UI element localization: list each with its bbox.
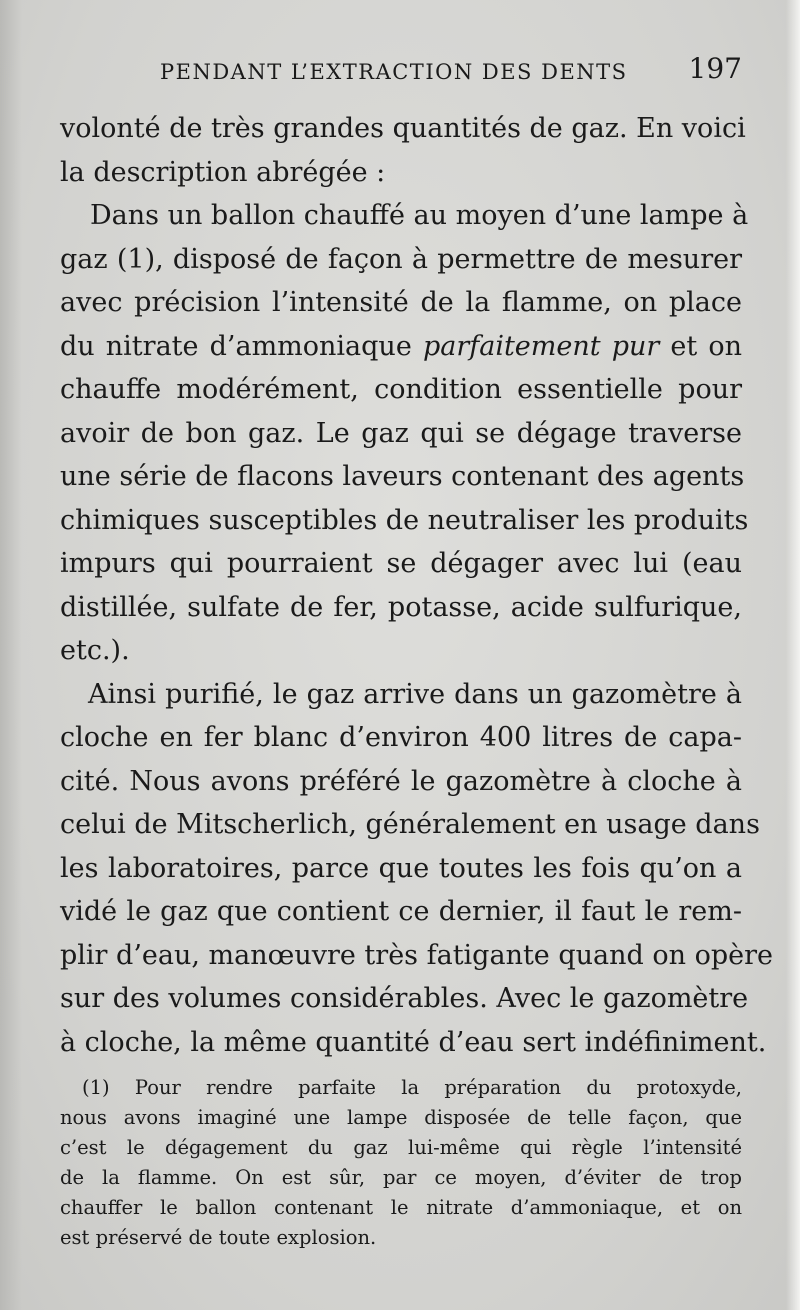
text-line: distillée, sulfate de fer, potasse, acide sulfurique,: [60, 591, 742, 623]
text-line: celui de Mitscherlich, généralement en usage dans: [60, 809, 760, 840]
text-line: les laboratoires, parce que toutes les fois qu’on a: [60, 852, 742, 884]
text-line: [60, 325, 742, 369]
text-line: chauffe modérément, condition essentielle pour: [60, 374, 742, 405]
footnote-line: de la flamme. On est sûr, par ce moyen, d’éviter de trop: [60, 1166, 742, 1189]
text-line: impurs qui pourraient se dégager avec lui (eau: [60, 548, 742, 579]
text-line: chimiques susceptibles de neutraliser les produits: [60, 504, 749, 536]
footnote-line: nous avons imaginé une lampe disposée de telle façon, que: [60, 1106, 742, 1129]
text-segment: et on: [670, 330, 743, 362]
text-line: une série de flacons laveurs contenant des agents: [60, 461, 745, 492]
text-line: sur des volumes considérables. Avec le gazomètre: [60, 983, 749, 1014]
text-line: gaz (1), disposé de façon à permettre de mesurer: [60, 243, 742, 275]
footnote-line: est préservé de toute explosion.: [60, 1226, 377, 1249]
text-line: à cloche, la même quantité d’eau sert indéfiniment.: [60, 1026, 767, 1058]
text-line: etc.).: [60, 635, 130, 666]
text-line: Ainsi purifié, le gaz arrive dans un gazomètre à: [88, 678, 742, 710]
text-line: cloche en fer blanc d’environ 400 litres de capa-: [60, 722, 742, 753]
text-line: vidé le gaz que contient ce dernier, il faut le rem-: [60, 896, 742, 927]
italic-emphasis: parfaitement pur: [422, 330, 660, 362]
footnote-line: chauffer le ballon contenant le nitrate d’ammoniaque, et on: [60, 1196, 742, 1219]
footnote-line: c’est le dégagement du gaz lui-même qui règle l’intensité: [60, 1136, 742, 1159]
page-gutter-shadow: [0, 0, 22, 1310]
text-line: avec précision l’intensité de la flamme, on place: [60, 287, 742, 318]
footnote: [60, 1073, 742, 1253]
running-head: PENDANT L’EXTRACTION DES DENTS: [160, 60, 628, 84]
text-segment: du nitrate d’ammoniaque: [60, 330, 412, 362]
body-text: [60, 107, 774, 1064]
text-line: volonté de très grandes quantités de gaz. En voici: [60, 113, 746, 144]
page-number: 197: [688, 52, 742, 85]
text-line: plir d’eau, manœuvre très fatigante quand on opère: [60, 939, 774, 971]
text-line: cité. Nous avons préféré le gazomètre à cloche à: [60, 765, 742, 797]
page-header: [60, 52, 742, 92]
text-line: Dans un ballon chauffé au moyen d’une lampe à: [90, 200, 749, 231]
page-edge-highlight: [786, 0, 800, 1310]
text-line: la description abrégée :: [60, 156, 386, 188]
footnote-line: (1) Pour rendre parfaite la préparation du protoxyde,: [82, 1076, 742, 1099]
text-line: avoir de bon gaz. Le gaz qui se dégage traverse: [60, 417, 742, 449]
